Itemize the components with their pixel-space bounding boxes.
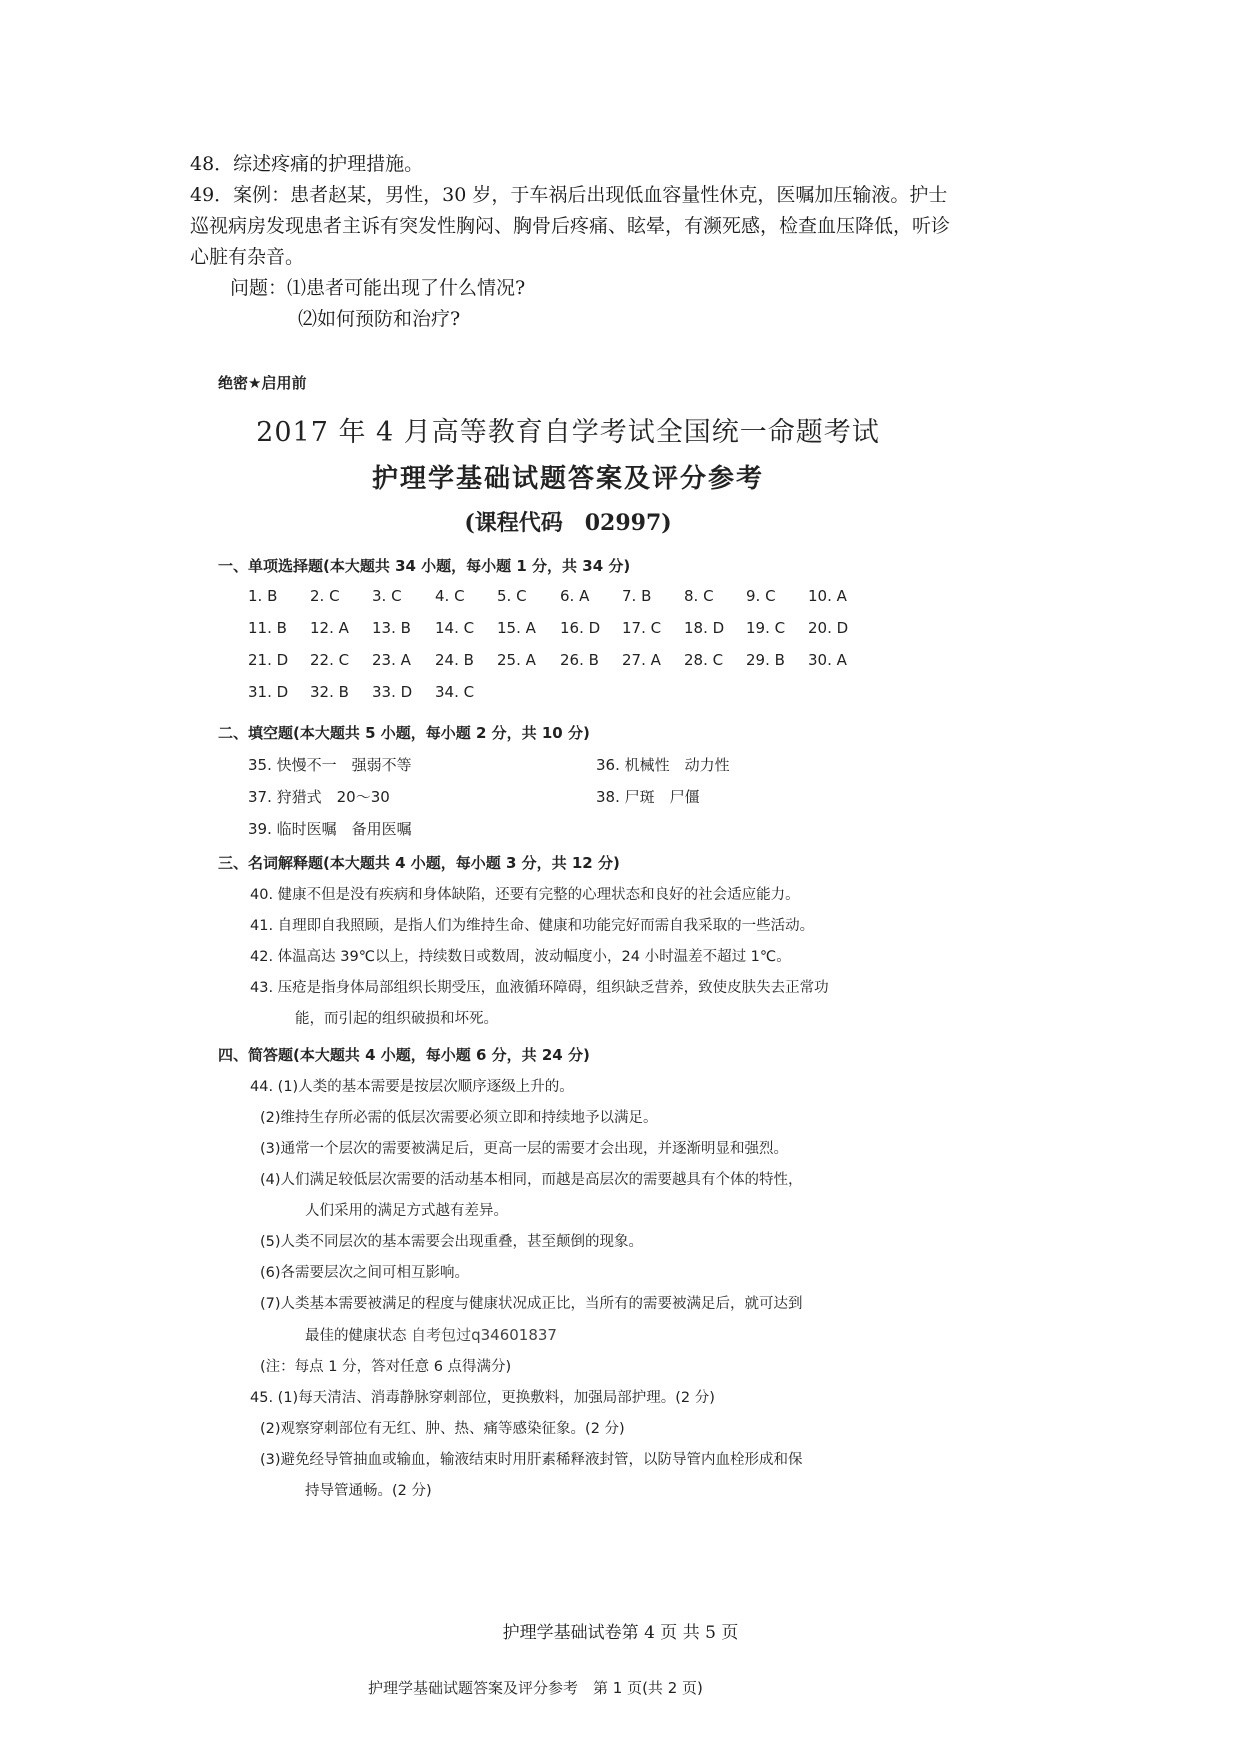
mc-answer: 16. D <box>560 619 601 637</box>
multiple-choice-answers <box>248 587 948 715</box>
mc-answer: 7. B <box>622 587 652 605</box>
mc-answer: 30. A <box>808 651 847 669</box>
answer-key-title: 2017 年 4 月高等教育自学考试全国统一命题考试 <box>256 417 880 448</box>
mc-answer: 12. A <box>310 619 349 637</box>
question-49-line1: 49．案例：患者赵某，男性，30 岁，于车祸后出现低血容量性休克，医嘱加压输液。护士 <box>190 184 948 206</box>
answer-41: 41. 自理即自我照顾，是指人们为维持生命、健康和功能完好而需自我采取的一些活动。 <box>250 918 815 934</box>
mc-answer: 5. C <box>497 587 527 605</box>
mc-answer: 6. A <box>560 587 590 605</box>
answer-45-3b: 持导管通畅。(2 分) <box>305 1483 432 1499</box>
mc-answer: 31. D <box>248 683 289 701</box>
mc-answer: 26. B <box>560 651 599 669</box>
mc-answer: 18. D <box>684 619 725 637</box>
mc-answer: 33. D <box>372 683 413 701</box>
mc-answer: 14. C <box>435 619 475 637</box>
answer-row <box>248 619 948 651</box>
question-49-ask2: ⑵如何预防和治疗? <box>298 308 461 330</box>
section3-answers <box>250 880 970 1035</box>
mc-answer: 19. C <box>746 619 786 637</box>
answer-44-3: (3)通常一个层次的需要被满足后，更高一层的需要才会出现，并逐渐明显和强烈。 <box>260 1141 789 1157</box>
question-49-line3: 心脏有杂音。 <box>190 246 305 268</box>
mc-answer: 22. C <box>310 651 350 669</box>
mc-answer: 17. C <box>622 619 662 637</box>
mc-answer: 32. B <box>310 683 349 701</box>
mc-answer: 21. D <box>248 651 289 669</box>
answer-35: 35. 快慢不一 强弱不等 <box>248 756 412 774</box>
mc-answer: 24. B <box>435 651 474 669</box>
mc-answer: 9. C <box>746 587 776 605</box>
mc-answer: 3. C <box>372 587 402 605</box>
answer-44-7b <box>250 1320 970 1352</box>
answer-44-7a: (7)人类基本需要被满足的程度与健康状况成正比，当所有的需要被满足后，就可达到 <box>260 1296 803 1312</box>
section4-answers <box>250 1072 970 1507</box>
answer-44-2: (2)维持生存所必需的低层次需要必须立即和持续地予以满足。 <box>260 1110 658 1126</box>
question-49-ask1: 问题：⑴患者可能出现了什么情况? <box>230 277 526 299</box>
answer-key-subtitle: 护理学基础试题答案及评分参考 <box>371 464 764 494</box>
answer-44-5: (5)人类不同层次的基本需要会出现重叠，甚至颠倒的现象。 <box>260 1234 644 1250</box>
page-footer: 护理学基础试卷第 4 页 共 5 页 <box>502 1623 739 1643</box>
mc-answer: 34. C <box>435 683 475 701</box>
answer-45-2: (2)观察穿刺部位有无红、肿、热、痛等感染征象。(2 分) <box>260 1421 625 1437</box>
section1-heading: 一、单项选择题(本大题共 34 小题，每小题 1 分，共 34 分) <box>218 557 631 575</box>
mc-answer: 11. B <box>248 619 287 637</box>
mc-answer: 25. A <box>497 651 536 669</box>
mc-answer: 10. A <box>808 587 847 605</box>
scan-footer: 护理学基础试题答案及评分参考 第 1 页(共 2 页) <box>368 1679 703 1697</box>
mc-answer: 2. C <box>310 587 340 605</box>
answer-44-7b-text: 最佳的健康状态 <box>305 1328 407 1344</box>
mc-answer: 4. C <box>435 587 465 605</box>
mc-answer: 8. C <box>684 587 714 605</box>
answer-36: 36. 机械性 动力性 <box>596 756 730 774</box>
answer-40: 40. 健康不但是没有疾病和身体缺陷，还要有完整的心理状态和良好的社会适应能力。 <box>250 887 800 903</box>
answer-43-line2: 能，而引起的组织破损和坏死。 <box>295 1011 498 1027</box>
answer-45-3a: (3)避免经导管抽血或输血，输液结束时用肝素稀释液封管，以防导管内血栓形成和保 <box>260 1452 803 1468</box>
mc-answer: 20. D <box>808 619 849 637</box>
section3-heading: 三、名词解释题(本大题共 4 小题，每小题 3 分，共 12 分) <box>218 854 620 872</box>
mc-answer: 1. B <box>248 587 278 605</box>
answer-44-4a: (4)人们满足较低层次需要的活动基本相同，而越是高层次的需要越具有个体的特性， <box>260 1172 803 1188</box>
answer-45-1: 45. (1)每天清洁、消毒静脉穿刺部位，更换敷料，加强局部护理。(2 分) <box>250 1390 715 1406</box>
mc-answer: 13. B <box>372 619 411 637</box>
answer-39: 39. 临时医嘱 备用医嘱 <box>248 820 412 838</box>
contact-tag: 自考包过q34601837 <box>411 1326 557 1344</box>
section4-heading: 四、简答题(本大题共 4 小题，每小题 6 分，共 24 分) <box>218 1046 590 1064</box>
answer-row <box>248 683 948 715</box>
mc-answer: 23. A <box>372 651 411 669</box>
answer-43-line1: 43. 压疮是指身体局部组织长期受压，血液循环障碍，组织缺乏营养，致使皮肤失去正常功 <box>250 980 829 996</box>
course-code: (课程代码 02997) <box>464 510 672 536</box>
question-49-line2: 巡视病房发现患者主诉有突发性胸闷、胸骨后疼痛、眩晕，有濒死感，检查血压降低，听诊 <box>190 215 951 237</box>
answer-38: 38. 尸斑 尸僵 <box>596 788 700 806</box>
questions-block <box>190 149 1070 335</box>
answer-42: 42. 体温高达 39℃以上，持续数日或数周，波动幅度小，24 小时温差不超过 1℃。 <box>250 949 791 965</box>
confidential-label: 绝密★启用前 <box>218 374 307 392</box>
mc-answer: 29. B <box>746 651 785 669</box>
question-48: 48．综述疼痛的护理措施。 <box>190 153 424 175</box>
section2-heading: 二、填空题(本大题共 5 小题，每小题 2 分，共 10 分) <box>218 724 590 742</box>
answer-row <box>248 587 948 619</box>
mc-answer: 27. A <box>622 651 661 669</box>
answer-44-note: (注：每点 1 分，答对任意 6 点得满分) <box>260 1359 512 1375</box>
answer-44-4b: 人们采用的满足方式越有差异。 <box>305 1203 508 1219</box>
answer-44-1: 44. (1)人类的基本需要是按层次顺序逐级上升的。 <box>250 1079 574 1095</box>
mc-answer: 28. C <box>684 651 724 669</box>
answer-44-6: (6)各需要层次之间可相互影响。 <box>260 1265 470 1281</box>
answer-37: 37. 狩猎式 20～30 <box>248 788 390 806</box>
answer-row <box>248 651 948 683</box>
mc-answer: 15. A <box>497 619 536 637</box>
